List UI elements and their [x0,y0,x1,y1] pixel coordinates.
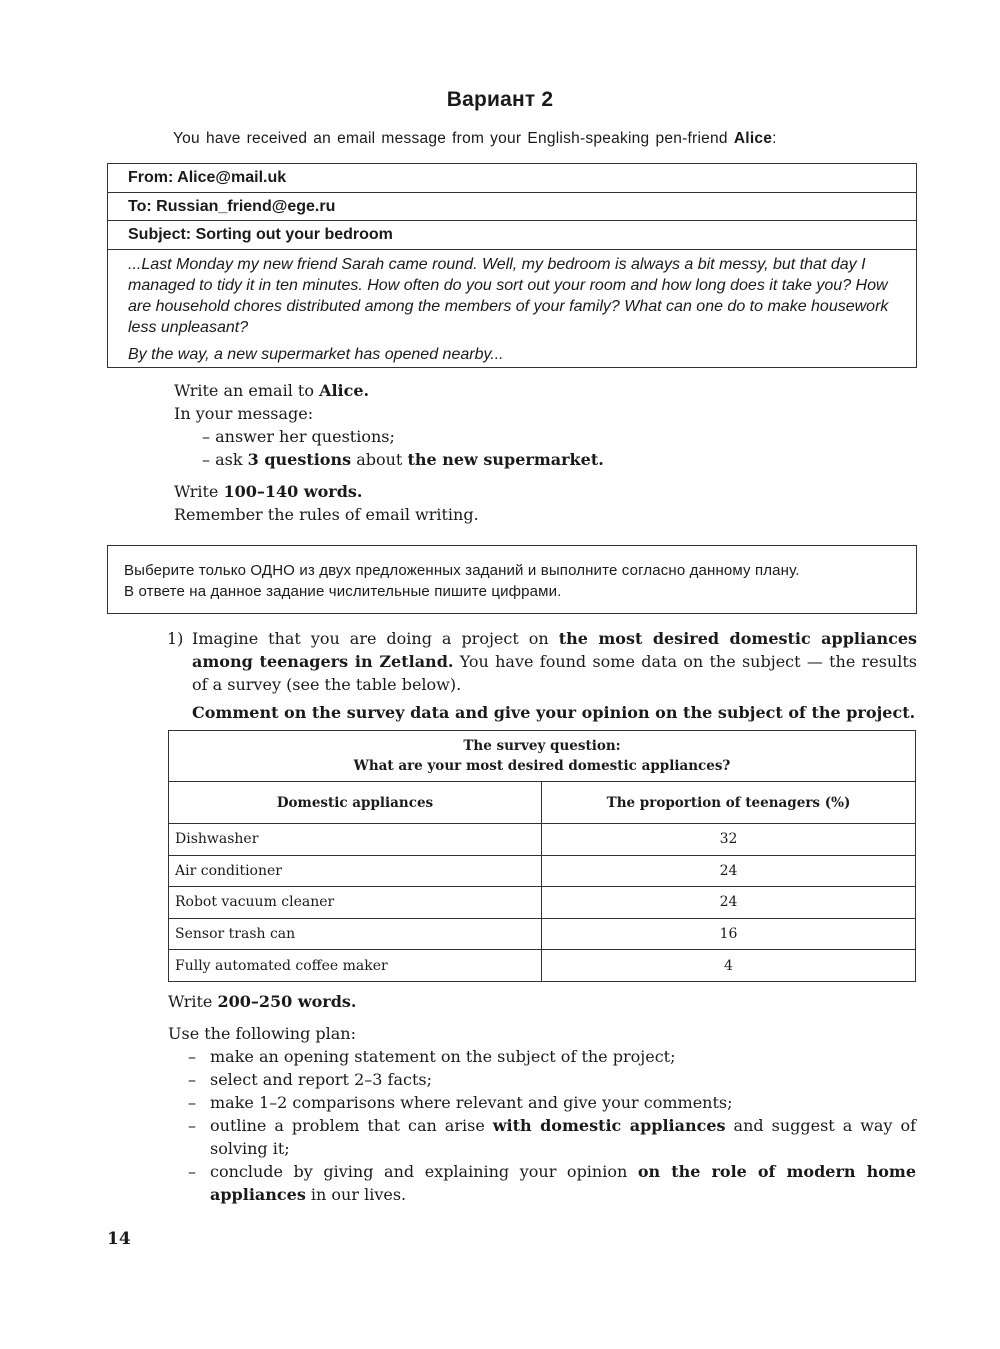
email-box [107,163,917,368]
plan-text: outline a problem that can arise [210,1116,493,1135]
task-bullet [174,425,874,448]
proportion-value: 4 [542,950,916,982]
remember-line: Remember the rules of email writing. [174,505,479,524]
choice-notice-box [107,545,917,614]
appliance-name: Robot vacuum cleaner [169,887,542,919]
plan-item-text [210,1114,916,1160]
plan-item [168,1045,916,1068]
variant-title: Вариант 2 [446,88,554,111]
plan-item-text: make 1–2 comparisons where relevant and give your comments; [210,1093,733,1112]
column-header: Domestic appliances [169,782,542,824]
task-bullet-text: answer her questions; [215,427,395,446]
plan-text: conclude by giving and explaining your opinion [210,1162,638,1181]
task-bullet [174,448,874,471]
notice-line: В ответе на данное задание числительные пишите цифрами. [124,582,562,600]
email-body-paragraph: ...Last Monday my new friend Sarah came round. Well, my bedroom is always a bit messy, but that day I managed to tidy it in ten minutes. How often do you sort out your room and how long does it take you? How are household chores distributed among the members of your family? What can one do to make housework less unpleasant? [128,255,889,337]
appliance-name: Fully automated coffee maker [169,950,542,982]
survey-question-label: The survey question: [463,738,621,754]
plan-item [168,1160,916,1206]
plan-text: and suggest a way of solving it; [210,1116,916,1158]
email-from: From: Alice@mail.uk [108,164,916,193]
column-header: The proportion of teenagers (%) [542,782,916,824]
word-count-value: 100–140 words. [223,482,363,501]
plan-item [168,1114,916,1160]
intro-friend-name: Alice [733,130,773,147]
task-bullet-bold: 3 questions [247,450,352,469]
proportion-value: 32 [542,824,916,856]
word-count-prefix: Write [174,482,224,501]
dash: – [188,1162,196,1181]
dash: – [188,1093,196,1112]
option-number: 1) [167,629,184,648]
plan [168,1022,916,1206]
plan-label: Use the following plan: [168,1024,356,1043]
plan-item [168,1068,916,1091]
option-text: You have found some data on the subject — the results of a survey (see the table below). [192,652,917,694]
plan-bold: on the role of modern home appliances [210,1162,916,1204]
task-bullet-text: about [351,450,408,469]
option-text: Imagine that you are doing a project on [192,629,559,648]
dash: – [202,427,210,446]
survey-question: What are your most desired domestic appliances? [353,758,731,774]
plan-item-text: make an opening statement on the subject of the project; [210,1047,676,1066]
write-email-name: Alice. [319,381,370,400]
appliance-name: Air conditioner [169,855,542,887]
proportion-value: 16 [542,918,916,950]
intro-text-main: You have received an email message from your English-speaking pen-friend [173,130,734,147]
appliance-name: Sensor trash can [169,918,542,950]
page-number: 14 [107,1229,131,1249]
proportion-value: 24 [542,855,916,887]
table-row [169,950,916,982]
intro-suffix: : [772,130,777,147]
plan-item-text: select and report 2–3 facts; [210,1070,432,1089]
table-row [169,855,916,887]
option-1-prompt [167,627,917,696]
dash: – [188,1070,196,1089]
survey-table [168,730,916,982]
write-email-line [174,379,874,402]
option-1-comment: Comment on the survey data and give your opinion on the subject of the project. [192,703,916,722]
write-email-prefix: Write an email to [174,381,320,400]
in-message-line: In your message: [174,404,314,423]
table-row [169,887,916,919]
dash: – [202,450,210,469]
table-row [169,824,916,856]
option-1-text [192,627,917,696]
email-to: To: Russian_friend@ege.ru [108,193,916,222]
survey-question-cell [169,731,916,782]
plan-text: in our lives. [305,1185,407,1204]
task-bullet-bold: the new supermarket. [407,450,604,469]
email-body-paragraph: By the way, a new supermarket has opened nearby... [128,345,504,363]
plan-bold: with domestic appliances [492,1116,726,1135]
word-count-prefix: Write [168,992,218,1011]
option-1-word-count [168,990,357,1013]
dash: – [188,1047,196,1066]
plan-item [168,1091,916,1114]
proportion-value: 24 [542,887,916,919]
intro-text [173,130,777,148]
task-bullet-text: ask [215,450,248,469]
dash: – [188,1116,196,1135]
notice-line: Выберите только ОДНО из двух предложенных заданий и выполните согласно данному плану. [124,562,800,579]
plan-item-text [210,1160,916,1206]
email-subject: Subject: Sorting out your bedroom [108,221,916,250]
word-count-line [174,480,874,503]
table-row [169,918,916,950]
option-1 [167,627,917,724]
appliance-name: Dishwasher [169,824,542,856]
email-body [108,250,916,365]
word-count-value: 200–250 words. [217,992,357,1011]
option-topic: the most desired domestic appliances among teenagers in Zetland. [192,629,918,671]
email-task-instructions [174,379,874,526]
